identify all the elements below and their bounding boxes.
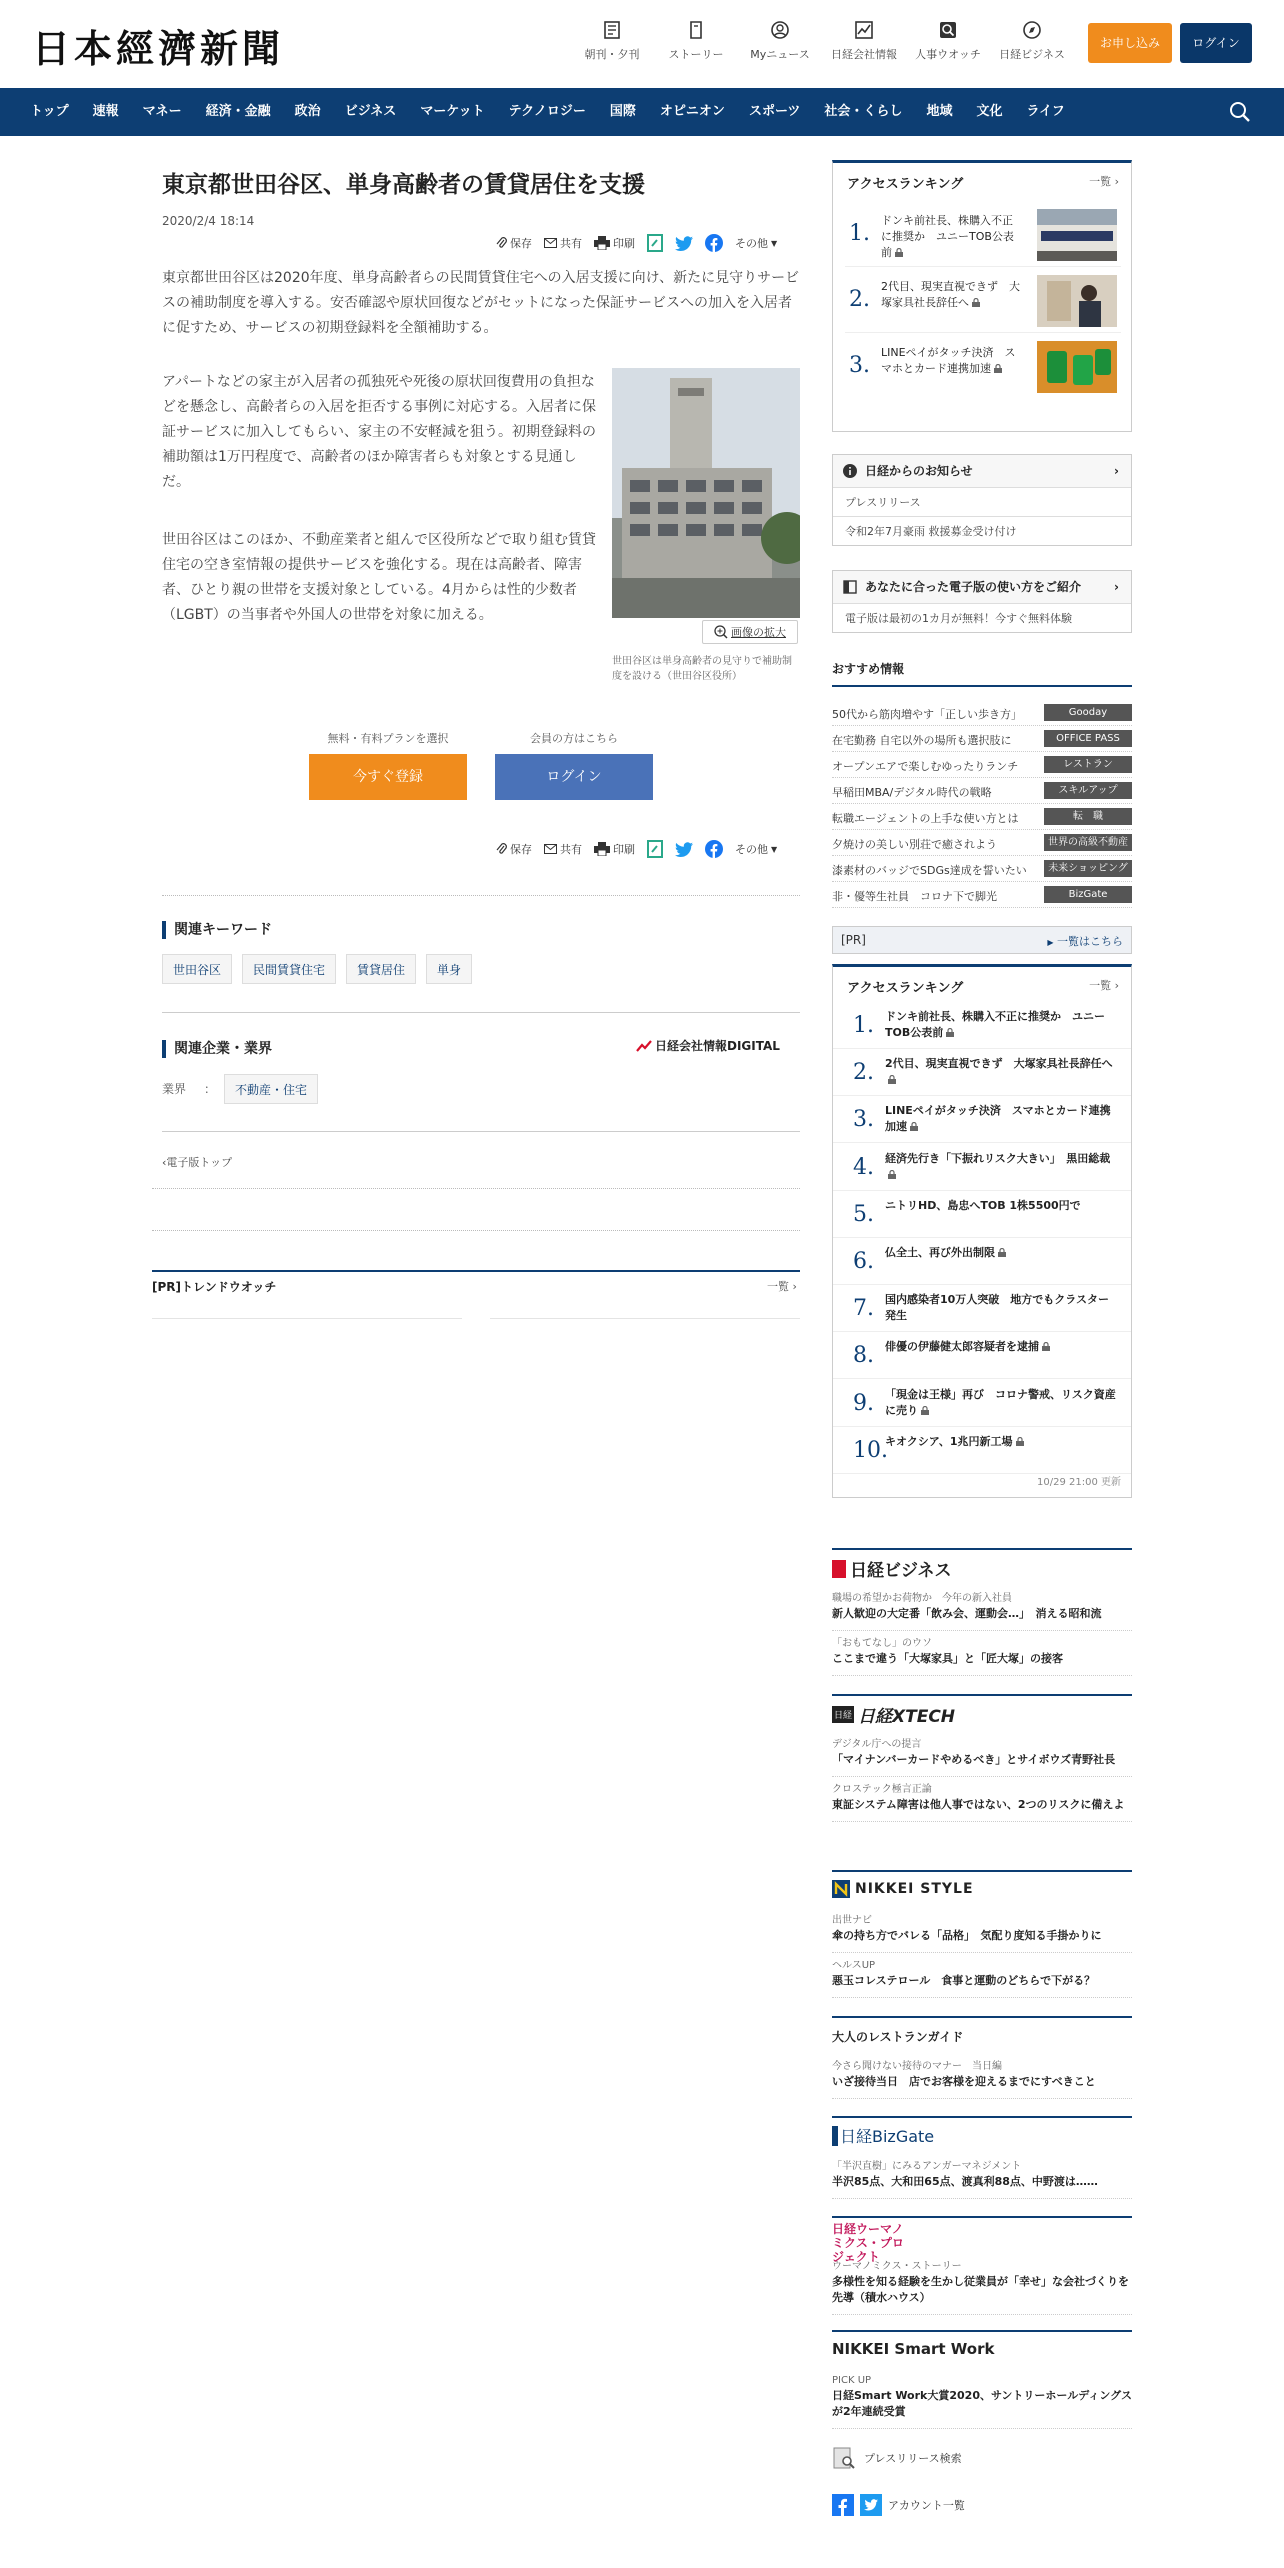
register-login-button[interactable]: ログイン (495, 754, 653, 800)
ranking-item[interactable] (833, 1095, 1131, 1143)
search-person-icon (938, 20, 958, 40)
lock-icon (972, 298, 980, 307)
facebook-icon (705, 840, 723, 858)
media-logo[interactable] (832, 2218, 1132, 2264)
chevron-right-icon: › (1114, 464, 1119, 478)
media-item-subtitle: 今さら聞けない接待のマナー 当日編 (832, 2061, 1002, 2072)
media-block (832, 2330, 1132, 2429)
mail-icon (544, 844, 557, 854)
media-item-title: 新人歓迎の大定番「飲み会、運動会…」 消える昭和流 (832, 1607, 1102, 1620)
media-item-title: 悪玉コレステロール 食事と運動のどちらで下がる？ (832, 1974, 1096, 1987)
memo-icon (647, 840, 663, 858)
media-item-subtitle: クロステック極言正論 (832, 1784, 932, 1795)
ranking-item[interactable] (845, 271, 1121, 333)
chevron-right-icon: › (792, 1280, 797, 1293)
pr-divider (152, 1270, 800, 1272)
media-logo[interactable] (832, 1550, 1132, 1586)
zoom-icon (714, 625, 728, 639)
header-link-label: 日経ビジネス (999, 48, 1065, 61)
rank-title-text: 仏全土、再び外出制限 (885, 1246, 995, 1259)
header-link-mynews[interactable] (740, 20, 820, 62)
header-link-business[interactable] (992, 20, 1072, 62)
article-figure (612, 368, 800, 618)
notice-heading[interactable] (833, 455, 1131, 487)
search-icon[interactable] (1228, 100, 1252, 124)
media-logo[interactable] (832, 2018, 1132, 2054)
header-link-label: 日経会社情報 (831, 48, 897, 61)
print-button[interactable] (594, 841, 635, 857)
media-logo[interactable] (832, 2332, 1132, 2368)
header-link-company[interactable] (824, 20, 904, 62)
recommend-tag: 世界の高級不動産 (1044, 834, 1132, 851)
ranking-item[interactable] (833, 1001, 1131, 1049)
rank-title-text: ドンキ前社長、株購入不正に推奨か ユニーTOB公表前 (885, 1010, 1105, 1039)
article-tools-bottom (496, 840, 777, 858)
media-block (832, 2016, 1132, 2099)
ranking-item[interactable] (833, 1426, 1131, 1474)
nav-item-opinion[interactable]: オピニオン (659, 104, 725, 119)
divider (152, 1230, 800, 1231)
rank-title-text: ニトリHD、島忠へTOB 1株5500円で (885, 1198, 1081, 1212)
pr-bar (832, 926, 1132, 954)
media-item[interactable] (832, 1953, 1132, 1998)
chevron-right-icon: › (1114, 580, 1119, 594)
save-label: 保存 (510, 843, 532, 856)
nav-item-sokuho[interactable]: 速報 (92, 104, 119, 119)
guide-row[interactable]: 電子版は最初の1カ月が無料！今すぐ無料体験 (833, 603, 1131, 632)
rank-title-text: 2代目、現実直視できず 大塚家具社長辞任へ (885, 1057, 1113, 1071)
divider (162, 895, 800, 896)
back-to-top-link[interactable] (162, 1154, 232, 1170)
rank-number: 7. (853, 1296, 874, 1322)
chevron-left-icon: ‹ (162, 1156, 167, 1169)
rank-title-text: LINEペイがタッチ決済 スマホとカード連携加速 (885, 1104, 1111, 1134)
recommend-text: 転職エージェントの上手な使い方とは (832, 812, 1019, 825)
info-icon (843, 464, 857, 478)
media-item-title: 多様性を知る経験を生かし従業員が「幸せ」な会社づくりを先導（積水ハウス） (832, 2275, 1129, 2304)
divider (162, 1012, 800, 1013)
account-list-label: アカウント一覧 (888, 2499, 965, 2512)
media-item[interactable] (832, 2154, 1132, 2199)
chart-logo-icon (636, 1039, 652, 1053)
rank-title-text: 国内感染者10万人突破 地方でもクラスター発生 (885, 1293, 1109, 1323)
keyword-tag[interactable]: 世田谷区 (162, 954, 232, 984)
share-button[interactable] (544, 841, 582, 857)
rank-title-text: キオクシア、1兆円新工場 (885, 1434, 1013, 1448)
lock-icon (910, 1122, 918, 1131)
recommend-row[interactable] (832, 804, 1132, 830)
recommend-tag: レストラン (1044, 756, 1132, 773)
newspaper-icon (602, 20, 622, 40)
other-menu-button[interactable] (735, 841, 777, 857)
media-block (832, 1870, 1132, 1998)
notice-heading-text: 日経からのお知らせ (865, 464, 973, 478)
recommend-tag: Gooday (1044, 704, 1132, 721)
keyword-tag[interactable]: 賃貸居住 (346, 954, 416, 984)
rank-number: 5. (853, 1201, 874, 1227)
plan-label: 無料・有料プランを選択 (327, 732, 449, 745)
save-button[interactable] (496, 841, 532, 857)
header-link-jinji[interactable] (908, 20, 988, 62)
facebook-square-icon (832, 2494, 854, 2516)
nav-item-society[interactable]: 社会・くらし (824, 104, 903, 119)
user-icon (770, 20, 790, 40)
notice-row[interactable]: プレスリリース (833, 487, 1131, 516)
media-item-subtitle: 職場の希望かお荷物か 今年の新入社員 (832, 1593, 1012, 1604)
ranking-item[interactable] (845, 205, 1121, 267)
header-link-label: Myニュース (750, 48, 810, 61)
xtech-logo: 日経 日経XTECH (834, 1707, 956, 1727)
rank-number: 3. (853, 1107, 874, 1133)
media-item[interactable] (832, 1586, 1132, 1631)
rank-title (881, 279, 1021, 311)
ranking-heading: アクセスランキング (847, 177, 964, 192)
recommend-text: 非・優等生社員 コロナ下で脚光 (832, 890, 997, 903)
notice-row[interactable]: 令和2年7月豪雨 救援募金受け付け (833, 516, 1131, 545)
rank-title (885, 1198, 1119, 1214)
media-item-subtitle: ヘルスUP (832, 1960, 876, 1971)
other-label: その他 (735, 843, 768, 856)
recommend-tag: 未来ショッピング (1044, 860, 1132, 877)
ranking-item[interactable] (833, 1284, 1131, 1332)
zoom-label: 画像の拡大 (731, 626, 786, 639)
clip-icon (496, 843, 507, 855)
rank-number: 1. (849, 221, 870, 246)
media-item-title: 東証システム障害は他人事ではない、2つのリスクに備えよ (832, 1798, 1125, 1811)
rank-thumbnail (1037, 341, 1117, 393)
photo-caption: 世田谷区は単身高齢者の見守りで補助制度を設ける（世田谷区役所） (612, 656, 792, 682)
facebook-icon (705, 234, 723, 252)
save-button[interactable] (496, 235, 532, 251)
nav-item-top[interactable]: トップ (30, 104, 69, 119)
media-item-title: いざ接待当日 店でお客様を迎えるまでにすべきこと (832, 2075, 1096, 2088)
rank-title (881, 213, 1021, 261)
nav-item-sports[interactable]: スポーツ (748, 104, 801, 119)
ranking-updated: 10/29 21:00 更新 (1037, 1477, 1121, 1488)
rank-title (885, 1292, 1119, 1324)
industry-tag[interactable]: 不動産・住宅 (224, 1074, 318, 1104)
rank-number: 3. (849, 353, 870, 378)
printer-icon (594, 236, 610, 250)
ranking-more-link[interactable] (1089, 977, 1119, 993)
site-header (0, 0, 1284, 88)
recommend-row[interactable] (832, 882, 1132, 908)
rank-title (885, 1245, 1119, 1261)
twitter-square-icon (860, 2494, 882, 2516)
media-item[interactable] (832, 1908, 1132, 1953)
rank-title (885, 1434, 1119, 1450)
recommend-tag: スキルアップ (1044, 782, 1132, 799)
main-nav (0, 88, 1284, 136)
smart-work-logo: NIKKEI Smart Work (832, 2340, 995, 2358)
rank-number: 4. (853, 1154, 874, 1180)
header-login-button[interactable]: ログイン (1180, 23, 1252, 63)
rank-number: 8. (853, 1343, 874, 1369)
rank-title-text: ドンキ前社長、株購入不正に推奨か ユニーTOB公表前 (881, 214, 1014, 259)
media-item[interactable] (832, 1777, 1132, 1822)
print-label: 印刷 (613, 843, 635, 856)
keyword-tag[interactable]: 単身 (426, 954, 472, 984)
article-tools-top (496, 234, 777, 252)
lock-icon (921, 1406, 929, 1415)
pr-trend-more-link[interactable] (767, 1278, 797, 1294)
save-label: 保存 (510, 237, 532, 250)
recommend-row[interactable] (832, 700, 1132, 726)
article-header (162, 170, 800, 228)
chevron-right-icon: › (1114, 979, 1119, 992)
media-item-subtitle: PICK UP (832, 2375, 872, 2386)
memo-button[interactable] (647, 840, 663, 858)
divider (490, 1318, 800, 1319)
recommend-text: 夕焼けの美しい別荘で癒されよう (832, 838, 997, 851)
header-link-label: 朝刊・夕刊 (584, 48, 640, 61)
lock-icon (946, 1028, 954, 1037)
nikkei-logo[interactable]: 日本經濟新聞 (32, 26, 285, 71)
article-date: 2020/2/4 18:14 (162, 214, 255, 228)
nikkei-notice-box (832, 454, 1132, 546)
recommend-text: 在宅勤務 自宅以外の場所も選択肢に (832, 734, 1012, 747)
rank-title (885, 1339, 1119, 1355)
chevron-down-icon: ▼ (771, 844, 778, 854)
print-label: 印刷 (613, 237, 635, 250)
other-label: その他 (735, 237, 768, 250)
media-item-title: 半沢85点、大和田65点、渡真利88点、中野渡は…… (832, 2175, 1098, 2188)
recommend-row[interactable] (832, 856, 1132, 882)
nav-item-economy[interactable]: 経済・金融 (205, 104, 271, 119)
recommend-tag: OFFICE PASS (1044, 730, 1132, 747)
caret-right-icon: ▶ (1047, 938, 1054, 947)
rank-title-text: 経済先行き「下振れリスク大きい」 黒田総裁 (885, 1151, 1111, 1165)
rank-number: 6. (853, 1249, 874, 1274)
facebook-button[interactable] (705, 234, 723, 252)
compass-icon (1022, 20, 1042, 40)
recommend-row[interactable] (832, 752, 1132, 778)
ranking-item[interactable] (833, 1331, 1131, 1379)
media-item-subtitle: ウーマノミクス・ストーリー (832, 2261, 962, 2272)
divider (152, 1318, 462, 1319)
ranking-more-link[interactable] (1089, 173, 1119, 189)
rank-thumbnail (1037, 209, 1117, 261)
lock-icon (888, 1170, 896, 1179)
company-info-logo-text: 日経会社情報DIGITAL (655, 1039, 780, 1053)
article-photo[interactable] (612, 368, 800, 618)
nav-item-business[interactable]: ビジネス (344, 104, 397, 119)
rank-title-text: LINEペイがタッチ決済 スマホとカード連携加速 (881, 346, 1016, 375)
account-list-link[interactable] (832, 2494, 965, 2516)
industry-label: 業界 (162, 1082, 187, 1096)
media-block (832, 1548, 1132, 1676)
pr-trend-heading: [PR]トレンドウオッチ (152, 1280, 277, 1294)
share-button[interactable] (544, 235, 582, 251)
lock-icon (1016, 1437, 1024, 1446)
ranking-item[interactable] (833, 1048, 1131, 1096)
chart-icon (854, 20, 874, 40)
digital-guide-box (832, 570, 1132, 633)
guide-heading[interactable] (833, 571, 1131, 603)
rank-number: 1. (853, 1013, 874, 1038)
recommend-row[interactable] (832, 726, 1132, 752)
ranking-more-label: 一覧 (1089, 175, 1112, 188)
other-menu-button[interactable] (735, 235, 777, 251)
divider (162, 1131, 800, 1132)
member-label: 会員の方はこちら (530, 732, 618, 745)
recommend-tag: 転 職 (1044, 808, 1132, 825)
company-info-logo[interactable] (636, 1037, 780, 1054)
womanomics-logo: 日経ウーマノミクス・プロジェクト (832, 2222, 904, 2264)
twitter-icon (675, 236, 693, 251)
ranking-item[interactable] (833, 1143, 1131, 1191)
recommend-tag: BizGate (1044, 886, 1132, 903)
keywords-heading: 関連キーワード (162, 921, 272, 939)
lock-icon (998, 1248, 1006, 1257)
share-label: 共有 (560, 843, 582, 856)
memo-icon (647, 234, 663, 252)
recommend-row[interactable] (832, 830, 1132, 856)
pr-more-label: 一覧 (767, 1280, 789, 1293)
nav-item-money[interactable]: マネー (142, 104, 182, 119)
chevron-right-icon: › (1114, 175, 1119, 188)
header-link-paper[interactable] (572, 20, 652, 62)
article-paragraph: 東京都世田谷区は2020年度、単身高齢者らの民間賃貸住宅への入居支援に向け、新たに見守りサービスの補助制度を導入する。安否確認や原状回復などがセットになった保証サービスへの加入を入居者に促すため、サービスの初期登録料を全額補助する。 (162, 270, 800, 336)
twitter-button[interactable] (675, 842, 693, 857)
book-open-icon (843, 580, 857, 594)
lock-icon (994, 364, 1002, 373)
media-item-subtitle: 「半沢直樹」にみるアンガーマネジメント (832, 2161, 1022, 2172)
printer-icon (594, 842, 610, 856)
nav-item-politics[interactable]: 政治 (294, 104, 321, 119)
keyword-list (162, 954, 800, 984)
media-item[interactable] (832, 1631, 1132, 1676)
rank-title (885, 1009, 1119, 1041)
lock-icon (888, 1075, 896, 1084)
press-search-label: プレスリリース検索 (864, 2452, 962, 2465)
rank-number: 2. (849, 287, 870, 312)
nav-item-technology[interactable]: テクノロジー (508, 104, 586, 119)
recommend-row[interactable] (832, 778, 1132, 804)
article-title: 東京都世田谷区、単身高齢者の賃貸居住を支援 (162, 172, 645, 198)
header-link-story[interactable] (656, 20, 736, 62)
ranking-item[interactable] (833, 1190, 1131, 1238)
rank-title-text: 2代目、現実直視できず 大塚家具社長辞任へ (881, 280, 1020, 309)
article-paragraph: 世田谷区はこのほか、不動産業者と組んで区役所などで取り組む賃貸住宅の空き室情報の提供サービスを強化する。現在は高齢者、障害者、ひとり親の世帯を支援対象としている。4月からは性的少数者（LGBT）の当事者や外国人の世帯を対象に加える。 (162, 532, 596, 623)
media-logo[interactable] (832, 2118, 1132, 2154)
apply-button[interactable]: お申し込み (1088, 23, 1172, 63)
share-label: 共有 (560, 237, 582, 250)
lock-icon (1042, 1342, 1050, 1351)
rank-title (885, 1151, 1119, 1183)
header-link-label: 人事ウオッチ (915, 48, 981, 61)
book-icon (686, 20, 706, 40)
clip-icon (496, 237, 507, 249)
nav-item-region[interactable]: 地域 (926, 104, 953, 119)
divider (152, 1188, 800, 1189)
access-ranking-top (832, 160, 1132, 432)
nav-item-life[interactable]: ライフ (1026, 104, 1065, 119)
media-item-subtitle: 出世ナビ (832, 1915, 872, 1926)
rank-thumbnail (1037, 275, 1117, 327)
rank-title-text: 俳優の伊藤健太郎容疑者を逮捕 (885, 1340, 1039, 1354)
recommend-text: 50代から筋肉増やす「正しい歩き方」 (832, 708, 1022, 721)
media-item-title: 「マイナンバーカードやめるべき」とサイボウズ青野社長 (832, 1753, 1116, 1766)
ranking-more-label: 一覧 (1089, 979, 1112, 992)
mail-icon (544, 238, 557, 248)
media-logo[interactable] (832, 1872, 1132, 1908)
media-item-title: ここまで違う「大塚家具」と「匠大塚」の接客 (832, 1652, 1063, 1665)
memo-button[interactable] (647, 234, 663, 252)
nav-item-culture[interactable]: 文化 (976, 104, 1003, 119)
pr-more-label: 一覧はこちら (1057, 935, 1123, 948)
media-item[interactable] (832, 2054, 1132, 2099)
lock-icon (895, 248, 903, 257)
chevron-down-icon: ▼ (771, 238, 778, 248)
media-item-subtitle: デジタル庁への提言 (832, 1739, 922, 1750)
media-item-title: 日経Smart Work大賞2020、サントリーホールディングスが2年連続受賞 (832, 2389, 1132, 2418)
rank-title (885, 1387, 1119, 1419)
media-logo[interactable] (832, 1696, 1132, 1732)
image-zoom-button[interactable] (702, 620, 798, 644)
header-link-label: ストーリー (668, 48, 724, 61)
media-item[interactable] (832, 1732, 1132, 1777)
rank-title (881, 345, 1021, 377)
recommend-text: 早稲田MBA/デジタル時代の戦略 (832, 786, 992, 799)
keyword-tag[interactable]: 民間賃貸住宅 (242, 954, 336, 984)
register-now-button[interactable]: 今すぐ登録 (309, 754, 467, 800)
restaurant-guide-logo: 大人のレストランガイド (832, 2030, 964, 2044)
nikkei-style-logo: NIKKEI STYLE (832, 1880, 974, 1898)
media-item[interactable] (832, 2368, 1132, 2429)
article-paragraph: アパートなどの家主が入居者の孤独死や死後の原状回復費用の負担などを懸念し、高齢者らの入居を拒否する事例に対応する。入居者に保証サービスに加入してもらい、家主の不安軽減を狙う。初期登録料の補助額は1万円程度で、高齢者のほか障害者らも対象とする見通しだ。 (162, 374, 596, 490)
media-block (832, 2116, 1132, 2199)
rank-number: 9. (853, 1390, 874, 1416)
rank-title (885, 1056, 1119, 1088)
bizgate-logo: 日経BizGate (832, 2124, 934, 2147)
media-item-subtitle: 「おもてなし」のウソ (832, 1638, 932, 1649)
companies-heading: 関連企業・業界 (162, 1040, 272, 1058)
recommend-heading: おすすめ情報 (832, 660, 1132, 687)
ranking-heading: アクセスランキング (847, 981, 964, 996)
media-block (832, 1694, 1132, 1822)
rank-title (885, 1103, 1119, 1135)
nav-item-market[interactable]: マーケット (420, 104, 485, 119)
nikkei-business-logo: 日経ビジネス (832, 1556, 952, 1581)
media-block (832, 2216, 1132, 2315)
twitter-button[interactable] (675, 236, 693, 251)
access-ranking (832, 964, 1132, 1498)
back-link-label: 電子版トップ (166, 1156, 233, 1169)
ranking-item[interactable] (833, 1379, 1131, 1427)
ranking-item[interactable] (845, 337, 1121, 399)
twitter-icon (675, 842, 693, 857)
rank-number: 2. (853, 1060, 874, 1086)
rank-number: 10. (853, 1437, 888, 1463)
rank-title-text: 「現金は王様」再び コロナ警戒、リスク資産に売り (885, 1387, 1116, 1417)
media-item-title: 傘の持ち方でバレる「品格」 気配り度知る手掛かりに (832, 1929, 1102, 1942)
guide-heading-text: あなたに合った電子版の使い方をご紹介 (865, 580, 1082, 594)
print-button[interactable] (594, 235, 635, 251)
doc-search-icon (832, 2446, 856, 2470)
recommend-text: オープンエアで楽しむゆったりランチ (832, 760, 1019, 773)
facebook-button[interactable] (705, 840, 723, 858)
recommend-text: 漆素材のバッジでSDGs達成を誓いたい (832, 864, 1027, 877)
nav-item-international[interactable]: 国際 (609, 104, 636, 119)
pr-label: [PR] (841, 933, 866, 947)
press-release-search-link[interactable] (832, 2446, 962, 2470)
ranking-item[interactable] (833, 1237, 1131, 1285)
pr-more-link[interactable] (1047, 933, 1123, 949)
industry-separator: ： (204, 1082, 217, 1096)
